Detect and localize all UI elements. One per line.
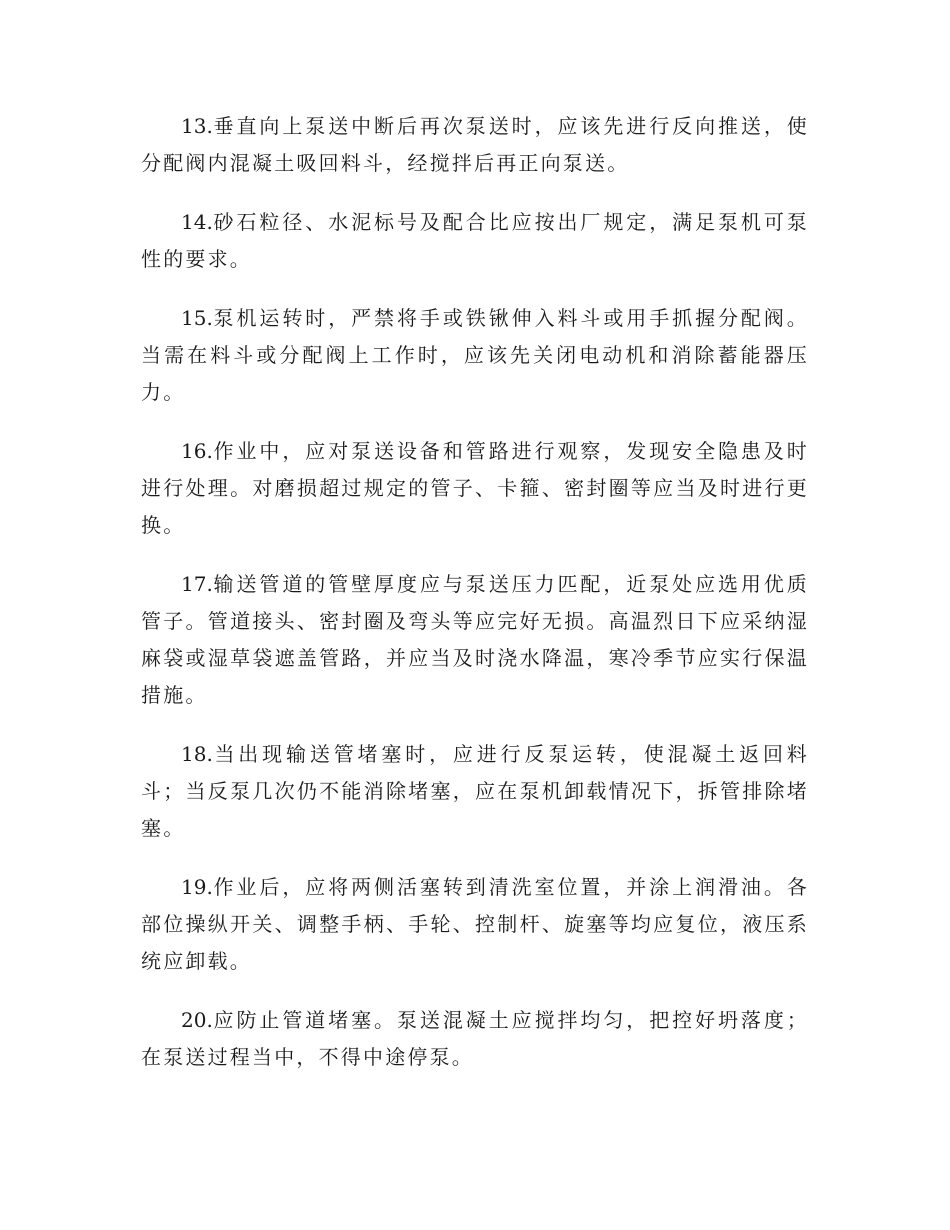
paragraph-text: 输送管道的管壁厚度应与泵送压力匹配，近泵处应选用优质管子。管道接头、密封圈及弯头等应完好无损。高温烈日下应采纳湿麻袋或湿草袋遮盖管路，并应当及时浇水降温，寒冷季节应实行保温措施。 <box>141 572 809 707</box>
paragraph-17 <box>141 566 809 714</box>
paragraph-18 <box>141 736 809 847</box>
paragraph-text: 垂直向上泵送中断后再次泵送时，应该先进行反向推送，使分配阀内混凝土吸回料斗，经搅拌后再正向泵送。 <box>141 114 809 175</box>
paragraph-text: 作业后，应将两侧活塞转到清洗室位置，并涂上润滑油。各部位操纵开关、调整手柄、手轮、控制杆、旋塞等均应复位，液压系统应卸载。 <box>141 875 809 973</box>
paragraph-number: 17. <box>181 572 213 596</box>
paragraph-text: 砂石粒径、水泥标号及配合比应按出厂规定，满足泵机可泵性的要求。 <box>141 210 809 271</box>
paragraph-14 <box>141 204 809 278</box>
paragraph-text: 应防止管道堵塞。泵送混凝土应搅拌均匀，把控好坍落度；在泵送过程当中，不得中途停泵。 <box>141 1008 809 1069</box>
paragraph-15 <box>141 300 809 411</box>
document-body <box>141 108 809 1098</box>
paragraph-number: 14. <box>181 210 213 234</box>
paragraph-number: 20. <box>181 1008 213 1032</box>
paragraph-text: 当出现输送管堵塞时，应进行反泵运转，使混凝土返回料斗；当反泵几次仍不能消除堵塞，应在泵机卸载情况下，拆管排除堵塞。 <box>141 742 809 840</box>
paragraph-number: 18. <box>181 742 213 766</box>
paragraph-text: 泵机运转时，严禁将手或铁锹伸入料斗或用手抓握分配阀。当需在料斗或分配阀上工作时，应该先关闭电动机和消除蓄能器压力。 <box>141 306 809 404</box>
paragraph-19 <box>141 869 809 980</box>
paragraph-20 <box>141 1002 809 1076</box>
paragraph-text: 作业中，应对泵送设备和管路进行观察，发现安全隐患及时进行处理。对磨损超过规定的管子、卡箍、密封圈等应当及时进行更换。 <box>141 439 809 537</box>
paragraph-number: 13. <box>181 114 213 138</box>
paragraph-number: 15. <box>181 306 213 330</box>
paragraph-16 <box>141 433 809 544</box>
paragraph-number: 19. <box>181 875 213 899</box>
paragraph-13 <box>141 108 809 182</box>
paragraph-number: 16. <box>181 439 213 463</box>
